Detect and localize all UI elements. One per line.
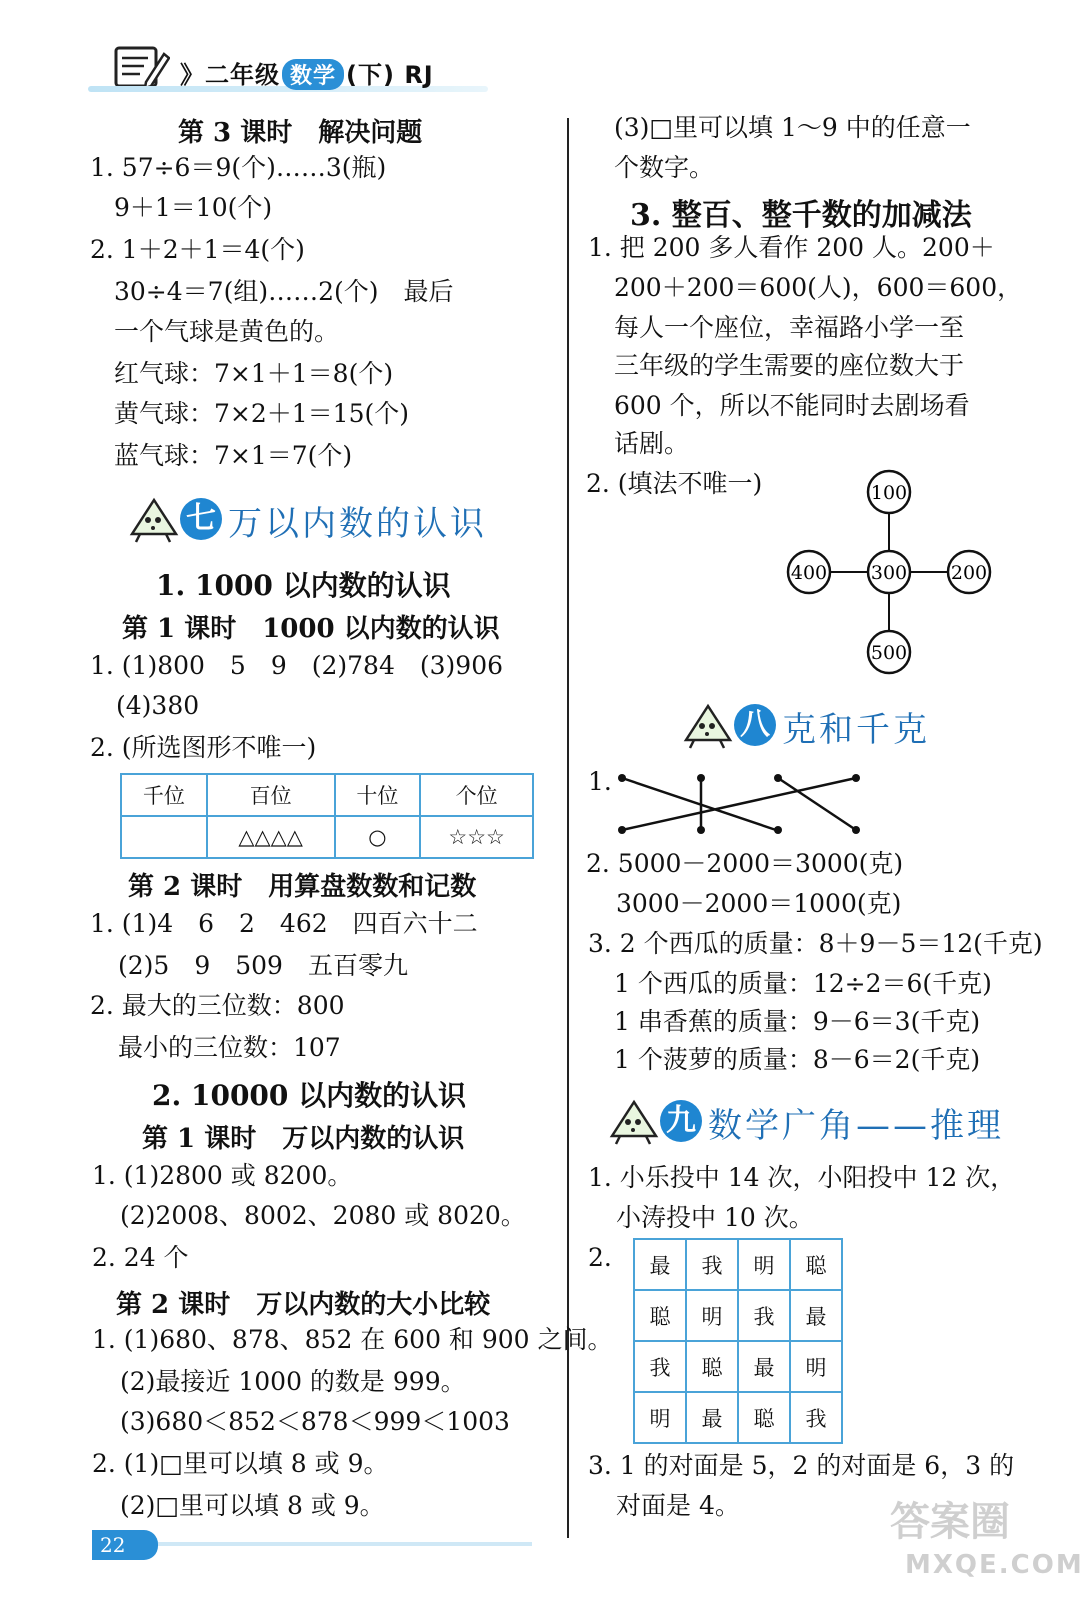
answer-line: 3000－2000＝1000(克): [616, 889, 902, 918]
answer-line: 对面是 4。: [616, 1491, 740, 1520]
unit-title: 克和千克: [782, 710, 930, 750]
answer-line: 1. (1)680、878、852 在 600 和 900 之间。: [92, 1325, 613, 1354]
answer-line: 1. (1)4 6 2 462 四百六十二: [90, 909, 478, 938]
answer-line: 1.: [588, 767, 612, 796]
lesson-title: 第 2 课时 万以内数的大小比较: [116, 1290, 491, 1320]
answer-line: 2. 5000－2000＝3000(克): [586, 849, 904, 878]
table-row: [634, 1392, 842, 1443]
table-cell: △△△△: [207, 816, 335, 858]
unit-number-badge: 九: [660, 1100, 702, 1142]
lesson-title: 第 1 课时 万以内数的认识: [142, 1124, 465, 1154]
number-cross-diagram: [782, 468, 992, 678]
circle-number: 500: [870, 642, 908, 664]
answer-line: (2)2008、8002、2080 或 8020。: [120, 1201, 526, 1230]
circle-number: 400: [790, 562, 828, 584]
table-cell: 聪: [634, 1290, 686, 1341]
match-line: [622, 778, 856, 830]
answer-line: 1 串香蕉的质量：9－6＝3(千克): [614, 1007, 981, 1036]
table-header-cell: 百位: [207, 774, 335, 816]
circle-number: 300: [870, 562, 908, 584]
table-cell: 聪: [790, 1239, 842, 1290]
answer-line: 30÷4＝7(组)……2(个) 最后: [114, 277, 454, 306]
watermark-logo: 答案圈: [890, 1499, 1010, 1545]
match-dot: [852, 826, 860, 834]
answer-line: 蓝气球：7×1＝7(个): [114, 441, 353, 470]
lesson-title: 第 3 课时 解决问题: [178, 118, 423, 148]
table-cell: 聪: [738, 1392, 790, 1443]
answer-line: 2. (填法不唯一): [586, 469, 763, 498]
answer-line: 个数字。: [614, 153, 715, 182]
table-row: [634, 1290, 842, 1341]
watermelon-mascot-icon: [606, 1096, 662, 1146]
table-cell: 我: [790, 1392, 842, 1443]
matching-lines-diagram: [612, 768, 872, 840]
answer-line: 一个气球是黄色的。: [114, 317, 340, 346]
table-header-cell: 千位: [121, 774, 207, 816]
match-dot: [852, 774, 860, 782]
answer-line: (2)5 9 509 五百零九: [118, 951, 408, 980]
table-cell: 明: [686, 1290, 738, 1341]
answer-line: 1. (1)2800 或 8200。: [92, 1161, 353, 1190]
answer-line: (2)□里可以填 8 或 9。: [120, 1491, 385, 1520]
answer-line: 200＋200＝600(人)，600＝600，: [614, 273, 1023, 302]
match-dot: [697, 826, 705, 834]
answer-line: 1. 小乐投中 14 次，小阳投中 12 次，: [588, 1163, 1016, 1192]
lesson-title: 第 2 课时 用算盘数数和记数: [128, 872, 477, 902]
unit-heading: [126, 494, 546, 544]
unit-number-badge: 八: [734, 704, 776, 746]
answer-line: (4)380: [116, 691, 200, 720]
unit-number-badge: 七: [180, 498, 222, 540]
section-title: 3. 整百、整千数的加减法: [630, 198, 972, 233]
table-cell: 最: [790, 1290, 842, 1341]
answer-line: 2. (所选图形不唯一): [90, 733, 317, 762]
table-header-cell: 个位: [420, 774, 533, 816]
match-dot: [774, 826, 782, 834]
answer-line: 红气球：7×1＋1＝8(个): [114, 359, 394, 388]
match-line: [622, 778, 776, 830]
table-cell: 最: [738, 1341, 790, 1392]
watermark-url: MXQE.COM: [905, 1550, 1084, 1580]
header-edition: RJ: [404, 61, 434, 89]
header-subject: 数学: [282, 59, 344, 90]
answer-line: 2.: [588, 1243, 612, 1272]
unit-title: 数学广角——推理: [708, 1106, 1004, 1146]
circle-number: 200: [950, 562, 988, 584]
answer-line: 黄气球：7×2＋1＝15(个): [114, 399, 409, 428]
table-cell: 明: [790, 1341, 842, 1392]
unit-heading: [606, 1096, 1026, 1146]
table-header-row: [121, 774, 533, 816]
unit-heading: [680, 700, 980, 750]
answer-line: 小涛投中 10 次。: [616, 1203, 814, 1232]
page-footer-bar: [92, 1542, 532, 1546]
answer-line: 600 个，所以不能同时去剧场看: [614, 391, 970, 420]
answer-line: 话剧。: [614, 429, 690, 458]
circle-number: 100: [870, 482, 908, 504]
answer-line: 9＋1＝10(个): [114, 193, 273, 222]
answer-line: 2. 最大的三位数：800: [90, 991, 345, 1020]
answer-line: 2. (1)□里可以填 8 或 9。: [92, 1449, 389, 1478]
logic-grid-table: [633, 1238, 843, 1444]
header-grade: 》二年级: [180, 61, 280, 89]
table-row: [634, 1341, 842, 1392]
table-cell: 明: [738, 1239, 790, 1290]
section-title: 2. 10000 以内数的认识: [152, 1079, 467, 1112]
answer-line: (2)最接近 1000 的数是 999。: [120, 1367, 466, 1396]
table-cell: 我: [634, 1341, 686, 1392]
answer-line: 1. 把 200 多人看作 200 人。200＋: [588, 233, 995, 262]
table-header-cell: 十位: [335, 774, 421, 816]
answer-line: 1. (1)800 5 9 (2)784 (3)906: [90, 651, 504, 680]
table-cell: 我: [686, 1239, 738, 1290]
section-title: 1. 1000 以内数的认识: [156, 569, 451, 602]
table-cell: 明: [634, 1392, 686, 1443]
table-cell: 最: [686, 1392, 738, 1443]
page-number: 22: [92, 1530, 158, 1560]
table-row: [121, 816, 533, 858]
place-value-table: [120, 773, 534, 859]
table-cell: ○: [335, 816, 421, 858]
watermelon-mascot-icon: [680, 700, 736, 750]
notebook-pencil-icon: [112, 42, 170, 92]
book-header: [180, 55, 434, 90]
answer-line: 2. 24 个: [92, 1243, 189, 1272]
table-cell: 聪: [686, 1341, 738, 1392]
answer-line: (3)680＜852＜878＜999＜1003: [120, 1407, 510, 1436]
answer-line: 3. 1 的对面是 5，2 的对面是 6，3 的: [588, 1451, 1015, 1480]
watermelon-mascot-icon: [126, 494, 182, 544]
table-cell: 最: [634, 1239, 686, 1290]
match-dot: [618, 774, 626, 782]
answer-line: 最小的三位数：107: [118, 1033, 341, 1062]
match-dot: [697, 774, 705, 782]
answer-line: 1 个菠萝的质量：8－6＝2(千克): [614, 1045, 981, 1074]
answer-line: (3)□里可以填 1～9 中的任意一: [614, 113, 971, 142]
table-cell: ☆☆☆: [420, 816, 533, 858]
answer-line: 1. 57÷6＝9(个)……3(瓶): [90, 153, 387, 182]
header-term: (下): [346, 61, 395, 89]
answer-line: 1 个西瓜的质量：12÷2＝6(千克): [614, 969, 992, 998]
unit-title: 万以内数的认识: [228, 504, 487, 544]
table-cell: 我: [738, 1290, 790, 1341]
table-row: [634, 1239, 842, 1290]
answer-line: 3. 2 个西瓜的质量：8＋9－5＝12(千克): [588, 929, 1043, 958]
answer-line: 每人一个座位，幸福路小学一至: [614, 313, 965, 342]
match-dot: [774, 774, 782, 782]
match-dot: [618, 826, 626, 834]
answer-line: 三年级的学生需要的座位数大于: [614, 351, 965, 380]
lesson-title: 第 1 课时 1000 以内数的认识: [122, 614, 500, 644]
table-cell: [121, 816, 207, 858]
answer-line: 2. 1＋2＋1＝4(个): [90, 235, 305, 264]
